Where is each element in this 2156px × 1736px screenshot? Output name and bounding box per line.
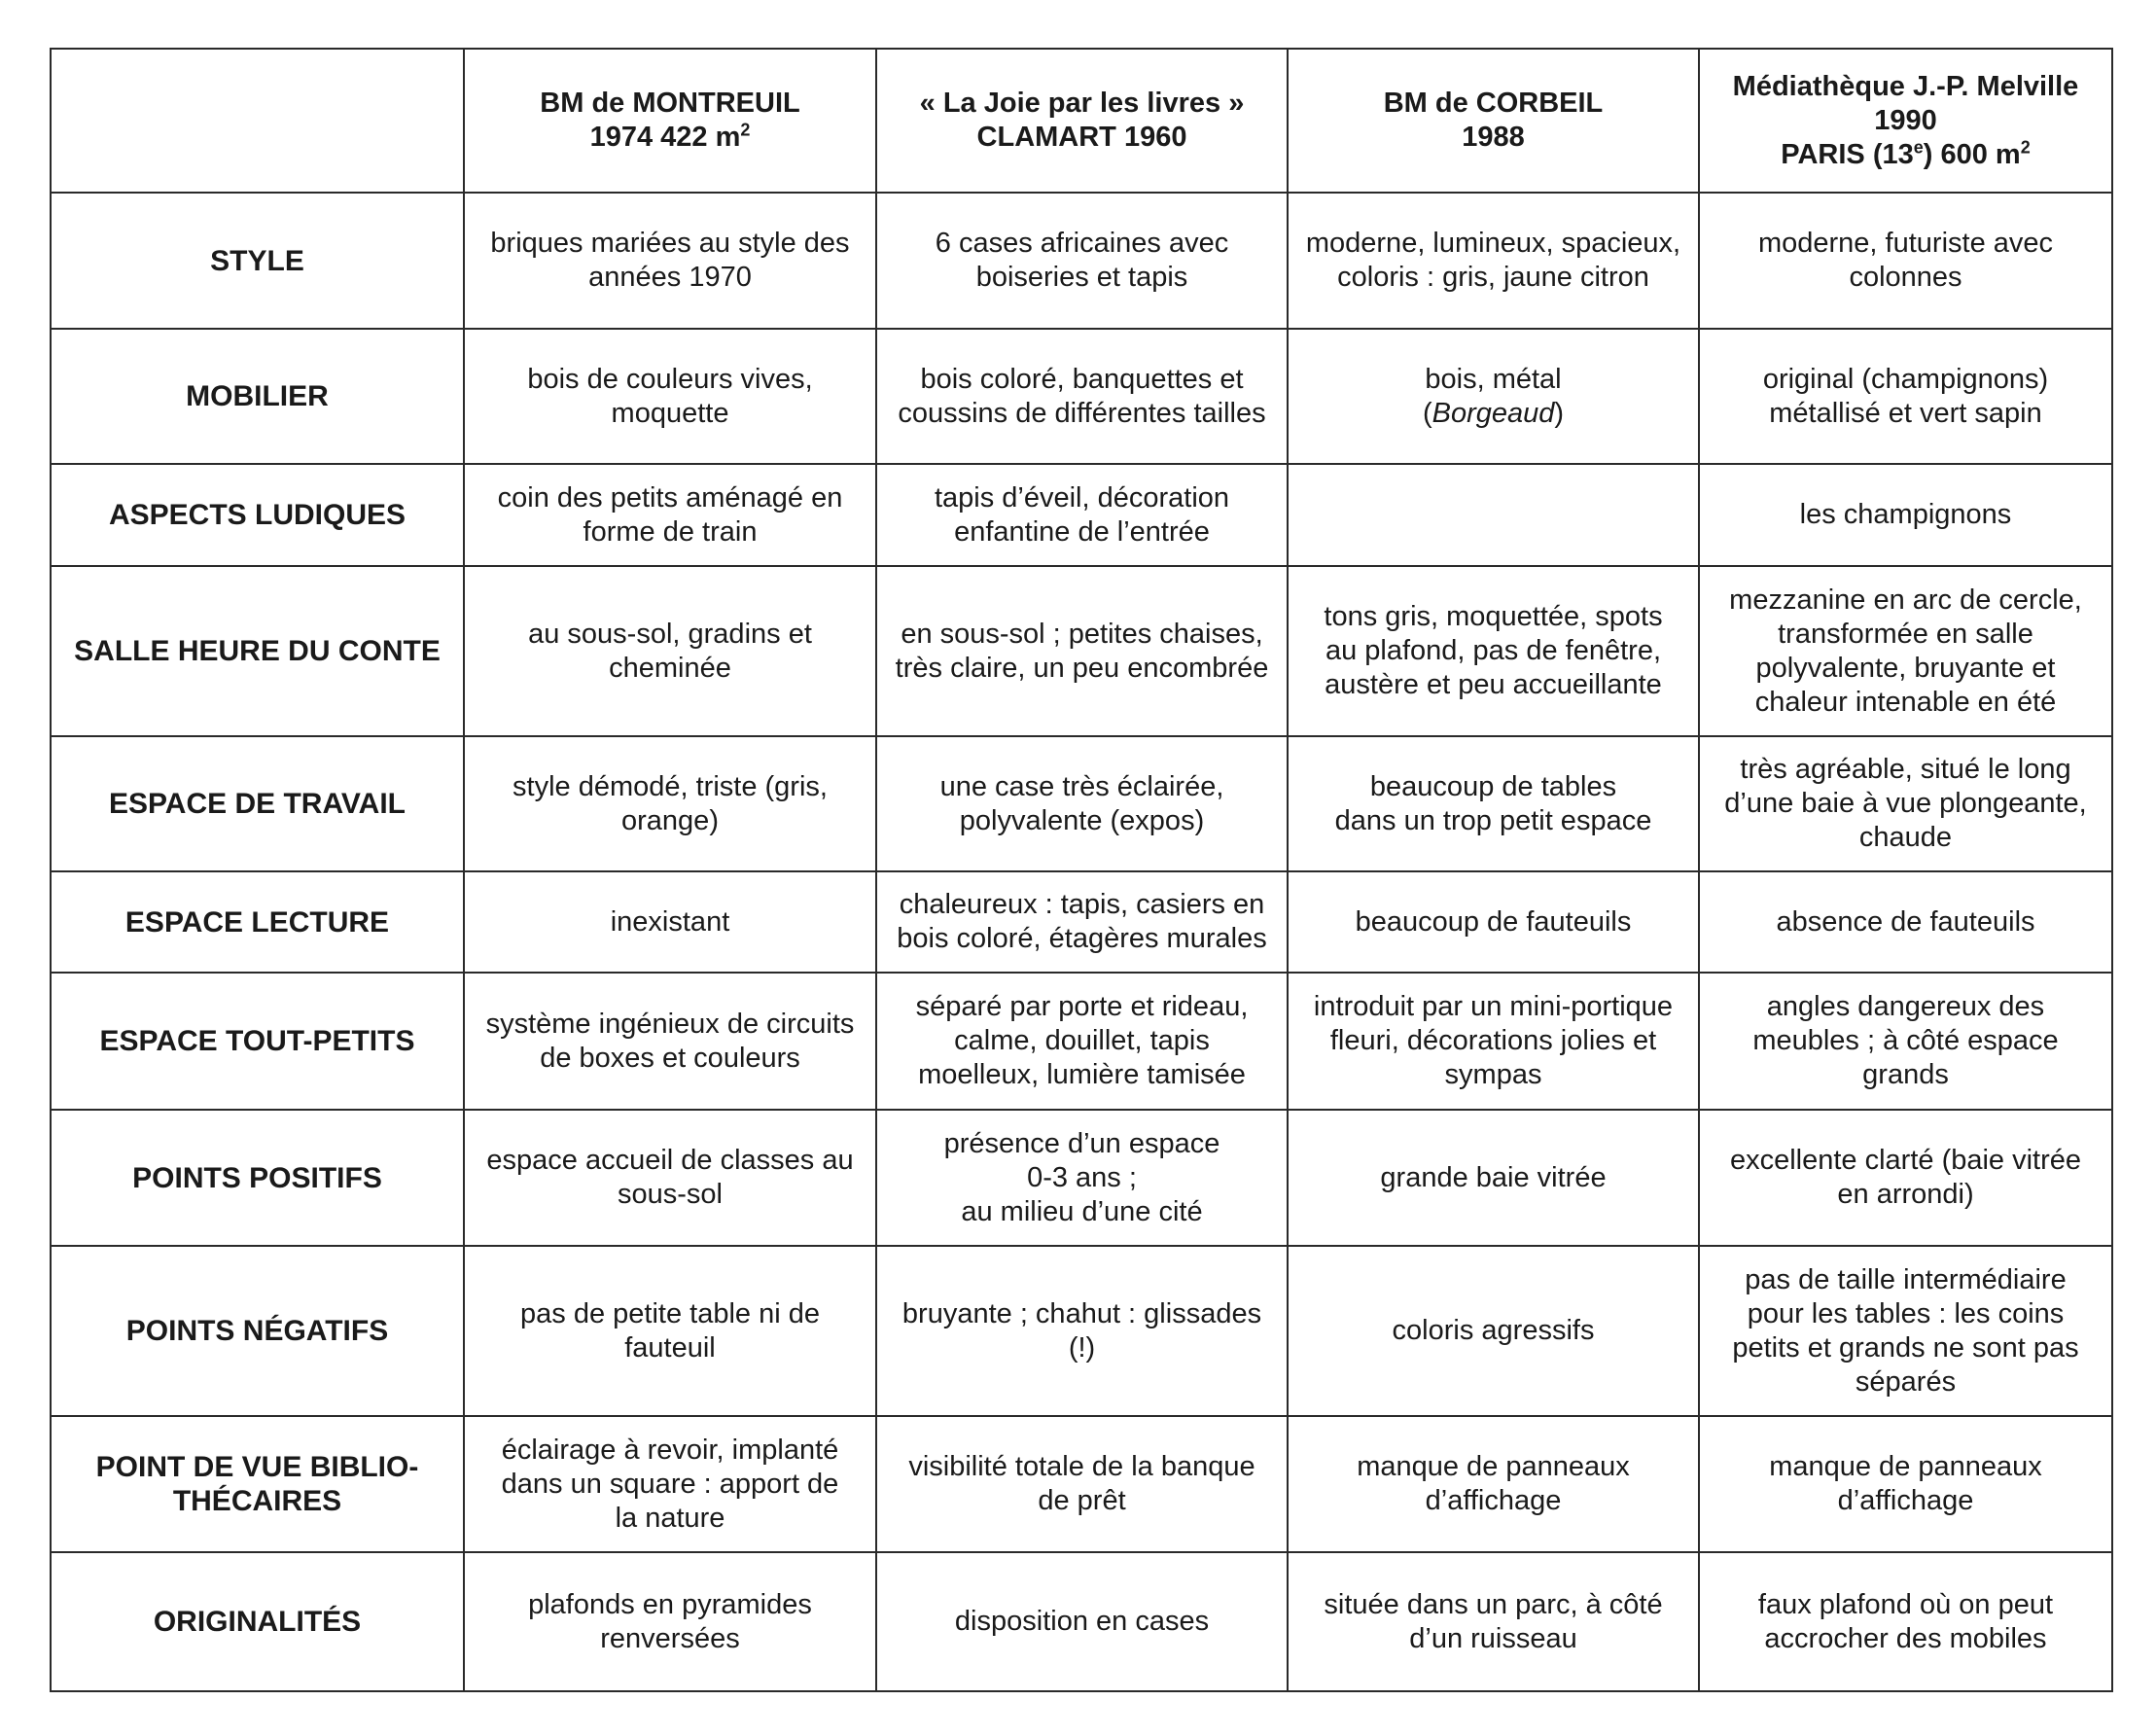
text-line [1712,618,2100,652]
text-line [1712,104,2100,138]
text-segment: 0-3 ans ; [1027,1161,1137,1193]
text-segment: austère et peu accueillante [1325,669,1662,700]
text-line [477,1588,864,1622]
text-line [1712,584,2100,618]
text-segment: manque de panneaux [1769,1451,2042,1482]
text-segment: d’affichage [1425,1485,1562,1516]
text-segment: colonnes [1849,262,1962,293]
text-line [889,1297,1275,1331]
text-segment: bois coloré, banquettes et [920,363,1244,395]
table-cell [876,464,1288,566]
text-segment: en sous-sol ; petites chaises, [901,618,1263,650]
row-header [51,871,464,973]
row-header [51,193,464,329]
text-segment: au sous-sol, gradins et [528,618,812,650]
text-segment: coloris : gris, jaune citron [1337,262,1649,293]
text-line [889,922,1275,956]
text-segment: bruyante ; chahut : glissades [901,1297,1262,1329]
text-line [889,1195,1275,1229]
table-cell [464,464,876,566]
column-header-1 [464,49,876,193]
text-line [1712,686,2100,720]
table-cell [876,329,1288,464]
text-line [477,363,864,397]
text-line [1712,498,2100,532]
table-cell [1699,736,2112,871]
text-line [1712,1058,2100,1092]
text-segment: PARIS (13 [1781,138,1914,170]
text-segment: polyvalente, bruyante et [1755,652,2056,684]
text-line [1712,227,2100,261]
text-line [1712,787,2100,821]
text-line [477,905,864,939]
text-segment: bois de couleurs vives, [527,363,813,395]
table-row [51,566,2112,736]
table-cell [876,871,1288,973]
text-line [1300,1314,1686,1348]
text-segment: absence de fauteuils [1776,905,2035,938]
column-header-3 [1288,49,1699,193]
table-cell [1288,973,1699,1110]
text-segment: renversées [600,1622,740,1654]
text-line [889,888,1275,922]
text-line [1712,1263,2100,1297]
text-segment: briques mariées au style des [490,228,850,259]
table-cell [1288,871,1699,973]
text-segment: grands [1862,1059,1949,1090]
row-header [51,1552,464,1691]
table-cell [876,736,1288,871]
text-segment: boiseries et tapis [975,262,1188,293]
text-segment: (!) [1068,1331,1096,1364]
text-segment: transformée en salle [1778,618,2033,650]
text-line [1300,600,1686,634]
text-segment: très agréable, situé le long [1740,754,2071,785]
text-line [1712,905,2100,939]
table-row [51,736,2112,871]
row-header [51,1110,464,1246]
row-header-line: POINTS POSITIFS [132,1161,382,1194]
table-cell [464,736,876,871]
text-segment: « La Joie par les livres » [919,88,1245,119]
text-segment: BM de CORBEIL [1383,88,1604,119]
text-segment: 1990 [1874,104,1937,136]
text-line [1712,753,2100,787]
text-line [1300,1588,1686,1622]
text-line [1300,261,1686,295]
text-line [889,1161,1275,1195]
text-segment: chaleur intenable en été [1754,686,2057,718]
table-cell [464,1246,876,1416]
row-header-line: SALLE HEURE DU CONTE [74,635,441,667]
row-header [51,566,464,736]
text-line [889,261,1275,295]
table-row [51,1416,2112,1552]
text-segment: espace accueil de classes au [486,1145,854,1176]
table-cell [1699,193,2112,329]
text-segment: années 1970 [588,262,752,293]
text-line [889,1484,1275,1518]
library-comparison-table [50,48,2113,1692]
text-line [889,515,1275,549]
table-cell [876,566,1288,736]
table-cell [1699,566,2112,736]
text-segment: calme, douillet, tapis [954,1025,1210,1056]
text-line [889,770,1275,804]
table-cell [876,1416,1288,1552]
text-segment: beaucoup de tables [1369,770,1617,802]
text-line [477,1042,864,1076]
text-segment: forme de train [583,515,758,548]
text-segment: pas de taille intermédiaire [1745,1263,2067,1295]
text-segment: orange) [621,804,719,836]
text-line [1712,990,2100,1024]
text-segment: cheminée [609,652,731,684]
text-segment: dans un trop petit espace [1334,804,1652,836]
text-line [1712,1622,2100,1656]
comparison-table-page [50,48,2111,1690]
text-line [1712,1484,2100,1518]
text-segment: CLAMART 1960 [976,122,1187,153]
text-segment: chaude [1858,822,1953,853]
row-header [51,973,464,1110]
text-segment: meubles ; à côté espace [1752,1025,2059,1056]
text-segment: introduit par un mini-portique [1313,991,1674,1022]
text-segment: moderne, futuriste avec [1757,228,2054,259]
text-line [477,1622,864,1656]
text-line [889,363,1275,397]
table-cell [1699,1110,2112,1246]
text-line [889,804,1275,838]
text-segment: métallisé et vert sapin [1769,397,2042,429]
superscript-text: e [1913,136,1924,157]
text-line [889,1605,1275,1639]
text-segment: les champignons [1799,499,2012,530]
text-segment: sympas [1444,1059,1542,1090]
text-segment: accrocher des mobiles [1764,1622,2047,1654]
text-line [1300,990,1686,1024]
text-line [477,1331,864,1365]
table-cell [1288,566,1699,736]
text-line [1300,770,1686,804]
table-cell [1288,193,1699,329]
text-segment: coussins de différentes tailles [898,397,1266,429]
row-header-line: POINT DE VUE BIBLIO- [95,1451,419,1483]
text-line [1300,363,1686,397]
row-header-line: ASPECTS LUDIQUES [108,499,406,531]
text-line [477,1502,864,1536]
text-segment: ( [1422,397,1432,429]
table-cell [1288,1110,1699,1246]
superscript-text: 2 [2020,136,2031,157]
table-cell [1288,464,1699,566]
text-line [1300,1058,1686,1092]
table-header-row [51,49,2112,193]
text-line [477,652,864,686]
text-line [1712,1144,2100,1178]
table-row [51,193,2112,329]
text-segment: pour les tables : les coins [1747,1297,2065,1329]
text-segment: angles dangereux des [1766,991,2045,1022]
text-line [1300,1024,1686,1058]
table-row [51,1552,2112,1691]
table-row [51,1246,2112,1416]
text-line [477,1297,864,1331]
text-line [477,87,864,121]
text-segment: Borgeaud [1431,397,1555,429]
text-line [477,804,864,838]
text-line [1712,821,2100,855]
row-header-line: ESPACE DE TRAVAIL [108,788,406,820]
text-line [1712,1450,2100,1484]
text-line [889,1450,1275,1484]
text-line [889,481,1275,515]
text-segment: bois coloré, étagères murales [897,923,1267,954]
table-cell [1699,329,2112,464]
text-line [477,397,864,431]
text-segment: BM de MONTREUIL [540,88,800,119]
text-segment: de prêt [1038,1485,1126,1516]
text-segment: une case très éclairée, [939,770,1224,802]
text-segment: d’une baie à vue plongeante, [1724,788,2087,819]
corner-cell [51,49,464,193]
table-cell [464,566,876,736]
table-cell [876,973,1288,1110]
text-line [889,397,1275,431]
table-cell [1699,1246,2112,1416]
text-line [889,87,1275,121]
table-cell [464,871,876,973]
table-cell [464,329,876,464]
text-segment: faux plafond où on peut [1757,1588,2054,1620]
text-line [889,1331,1275,1365]
table-cell [1699,871,2112,973]
text-line [477,1468,864,1502]
table-row [51,329,2112,464]
text-line [1712,261,2100,295]
text-line [1712,1297,2100,1331]
text-line [1712,652,2100,686]
text-segment: système ingénieux de circuits [485,1008,855,1040]
text-line [889,1024,1275,1058]
text-line [477,121,864,155]
text-segment: sous-sol [618,1179,723,1210]
text-line [1712,1331,2100,1365]
text-segment: beaucoup de fauteuils [1355,905,1632,938]
text-segment: fleuri, décorations jolies et [1329,1025,1657,1056]
text-segment: grande baie vitrée [1380,1161,1607,1193]
text-line [1712,363,2100,397]
row-header-line: POINTS NÉGATIFS [125,1315,389,1347]
table-cell [1288,1246,1699,1416]
text-segment: éclairage à revoir, implanté [501,1434,839,1466]
text-line [477,261,864,295]
text-segment: style démodé, triste (gris, [512,770,828,802]
text-segment: de boxes et couleurs [540,1042,800,1074]
row-header-line: ESPACE LECTURE [124,905,390,939]
text-line [1300,1450,1686,1484]
table-cell [464,973,876,1110]
text-line [1300,87,1686,121]
text-line [1712,1365,2100,1399]
text-line [1300,397,1686,431]
text-line [1712,1024,2100,1058]
text-segment: Médiathèque J.-P. Melville [1732,70,2079,102]
text-line [477,770,864,804]
text-segment: moquette [611,397,729,429]
text-line [889,652,1275,686]
text-line [1300,1161,1686,1195]
row-header [51,464,464,566]
text-segment: située dans un parc, à côté [1324,1588,1663,1620]
text-line [1300,668,1686,702]
text-segment: bois, métal [1425,363,1562,395]
row-header-line: STYLE [210,244,304,277]
text-line [1712,397,2100,431]
text-line [1300,1484,1686,1518]
row-header-line: MOBILIER [186,380,329,412]
text-line [1712,1178,2100,1212]
text-line [1300,121,1686,155]
row-header-line: ORIGINALITÉS [153,1606,362,1638]
row-header [51,1246,464,1416]
text-line [889,990,1275,1024]
text-segment: enfantine de l’entrée [954,515,1210,548]
text-line [1300,1622,1686,1656]
text-line [477,1178,864,1212]
text-segment: 6 cases africaines avec [935,228,1229,259]
text-segment: la nature [615,1502,725,1534]
text-line [477,1144,864,1178]
table-row [51,973,2112,1110]
text-line [477,515,864,549]
table-cell [1699,973,2112,1110]
text-segment: séparés [1855,1365,1957,1398]
table-cell [464,1416,876,1552]
text-line [889,618,1275,652]
text-segment: original (champignons) [1762,363,2049,395]
text-line [889,121,1275,155]
table-cell [1699,1416,2112,1552]
text-segment: mezzanine en arc de cercle, [1729,584,2082,616]
superscript-text: 2 [740,120,751,140]
table-cell [464,1110,876,1246]
text-segment: au plafond, pas de fenêtre, [1325,635,1662,666]
column-header-2 [876,49,1288,193]
text-line [477,618,864,652]
text-segment: dans un square : apport de [501,1468,839,1500]
text-line [1712,1588,2100,1622]
table-cell [464,1552,876,1691]
table-cell [1288,1416,1699,1552]
table-body [51,193,2112,1691]
text-segment: séparé par porte et rideau, [915,991,1249,1022]
text-segment: présence d’un espace [943,1127,1220,1159]
table-row [51,871,2112,973]
table-cell [1288,329,1699,464]
text-segment: chaleureux : tapis, casiers en [899,889,1265,920]
table-cell [1699,1552,2112,1691]
text-segment: ) [1554,397,1565,429]
row-header [51,736,464,871]
text-segment: inexistant [610,905,730,938]
table-cell [1288,1552,1699,1691]
text-segment: au milieu d’une cité [961,1195,1203,1227]
text-segment: très claire, un peu encombrée [895,652,1269,684]
text-segment: disposition en cases [954,1606,1210,1637]
text-line [477,1434,864,1468]
text-segment: petits et grands ne sont pas [1732,1331,2079,1364]
text-segment: d’affichage [1837,1485,1974,1516]
text-segment: 1988 [1462,122,1525,153]
text-segment: en arrondi) [1837,1179,1974,1210]
table-cell [876,1552,1288,1691]
text-segment: manque de panneaux [1357,1451,1630,1482]
table-cell [1288,736,1699,871]
text-segment: moderne, lumineux, spacieux, [1305,228,1681,259]
text-segment: polyvalente (expos) [959,804,1205,836]
text-line [477,227,864,261]
column-header-4 [1699,49,2112,193]
text-segment: excellente clarté (baie vitrée [1729,1145,2082,1176]
text-line [1300,804,1686,838]
text-segment: coin des petits aménagé en [497,481,843,514]
table-row [51,1110,2112,1246]
text-segment: d’un ruisseau [1409,1622,1577,1654]
table-cell [876,193,1288,329]
text-segment: plafonds en pyramides [528,1588,812,1620]
text-segment: pas de petite table ni de [520,1297,820,1329]
text-line [1712,138,2100,172]
table-cell [1699,464,2112,566]
text-line [477,481,864,515]
text-line [1300,227,1686,261]
text-segment: coloris agressifs [1392,1315,1595,1346]
table-row [51,464,2112,566]
row-header-line: THÉCAIRES [172,1485,342,1517]
text-line [889,1058,1275,1092]
table-cell [464,193,876,329]
text-line [889,1127,1275,1161]
row-header-line: ESPACE TOUT-PETITS [99,1025,415,1057]
text-line [1712,70,2100,104]
row-header [51,1416,464,1552]
text-segment: 1974 422 m [589,122,741,153]
text-segment: ) 600 m [1923,138,2021,170]
text-line [1300,905,1686,939]
text-line [477,1008,864,1042]
row-header [51,329,464,464]
text-line [1300,634,1686,668]
text-segment: fauteuil [624,1331,716,1364]
text-segment: moelleux, lumière tamisée [918,1059,1246,1090]
text-segment: visibilité totale de la banque [908,1451,1255,1482]
table-cell [876,1246,1288,1416]
table-cell [876,1110,1288,1246]
text-segment: tons gris, moquettée, spots [1324,601,1663,632]
text-line [889,227,1275,261]
text-segment: tapis d’éveil, décoration [934,481,1230,514]
